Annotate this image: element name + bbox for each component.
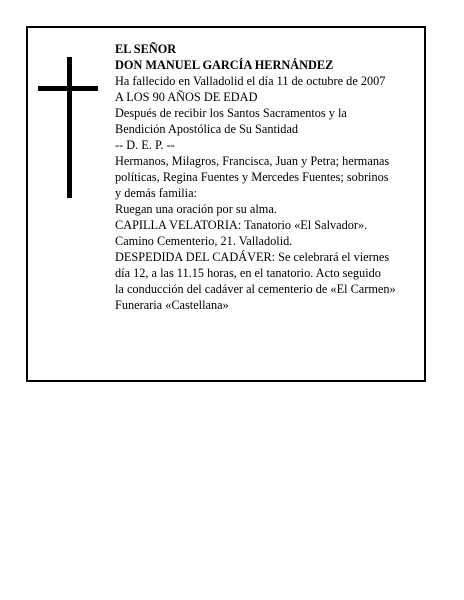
notice-line: DESPEDIDA DEL CADÁVER: Se celebrará el viernes [115,250,390,264]
notice-line: Después de recibir los Santos Sacramentos y la [115,106,347,120]
notice-line: A LOS 90 AÑOS DE EDAD [115,90,258,104]
notice-line: políticas, Regina Fuentes y Mercedes Fuentes; sobrinos [115,170,389,184]
notice-text [115,41,427,313]
notice-line: Hermanos, Milagros, Francisca, Juan y Petra; hermanas [115,154,390,168]
notice-line: DON MANUEL GARCÍA HERNÁNDEZ [115,58,334,72]
obituary-notice [26,26,426,382]
notice-line: y demás familia: [115,186,197,200]
cross-icon [67,57,72,198]
notice-line: Ha fallecido en Valladolid el día 11 de octubre de 2007 [115,74,386,88]
notice-line: Camino Cementerio, 21. Valladolid. [115,234,293,248]
notice-line: EL SEÑOR [115,42,177,56]
cross-icon-crossbar [38,86,98,91]
notice-line: -- D. E. P. -- [115,138,175,152]
notice-line: CAPILLA VELATORIA: Tanatorio «El Salvador». [115,218,368,232]
notice-line: Funeraria «Castellana» [115,298,229,312]
notice-line: Bendición Apostólica de Su Santidad [115,122,299,136]
notice-line: la conducción del cadáver al cementerio de «El Carmen» [115,282,396,296]
notice-line: Ruegan una oración por su alma. [115,202,277,216]
notice-line: día 12, a las 11.15 horas, en el tanatorio. Acto seguido [115,266,381,280]
